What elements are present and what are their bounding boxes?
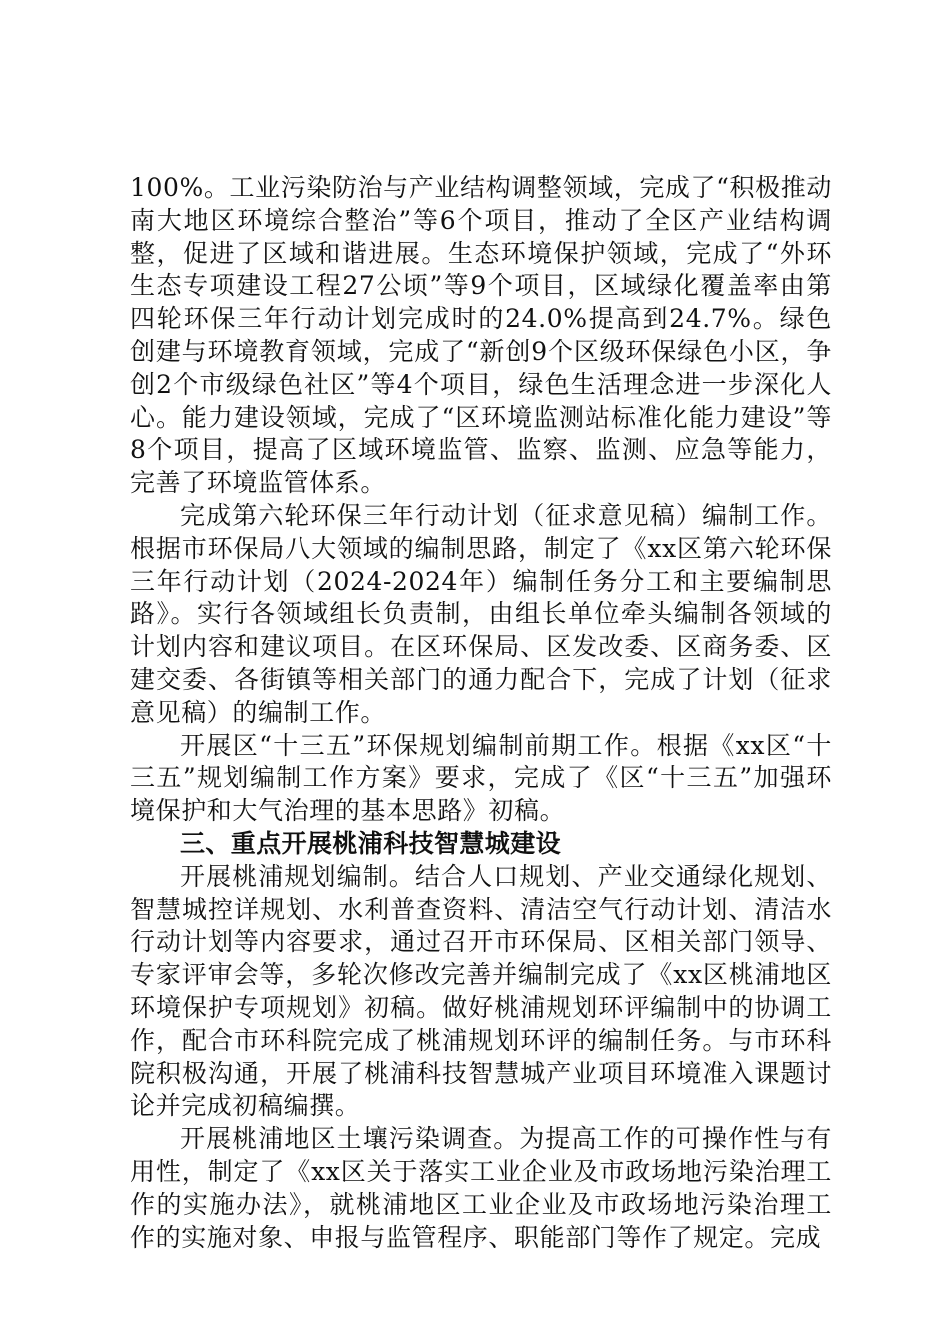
paragraph-thirteenth-five-year: 开展区“十三五”环保规划编制前期工作。根据《xx区“十三五”规划编制工作方案》要求，完成了《区“十三五”加强环境保护和大气治理的基本思路》初稿。 <box>130 730 832 826</box>
paragraph-sixth-plan: 完成第六轮环保三年行动计划（征求意见稿）编制工作。根据市环保局八大领域的编制思路，制定了《xx区第六轮环保三年行动计划（2024-2024年）编制任务分工和主要编制思路》。实行各领域组长负责制，由组长单位牵头编制各领域的计划内容和建议项目。在区环保局、区发改委、区商务委、区建交委、各街镇等相关部门的通力配合下，完成了计划（征求意见稿）的编制工作。 <box>130 500 832 727</box>
paragraph-taopu-planning: 开展桃浦规划编制。结合人口规划、产业交通绿化规划、智慧城控详规划、水利普查资料、清洁空气行动计划、清洁水行动计划等内容要求，通过召开市环保局、区相关部门领导、专家评审会等，多轮次修改完善并编制完成了《xx区桃浦地区环境保护专项规划》初稿。做好桃浦规划环评编制中的协调工作，配合市环科院完成了桃浦规划环评的编制任务。与市环科院积极沟通，开展了桃浦科技智慧城产业项目环境准入课题讨论并完成初稿编撰。 <box>130 861 832 1121</box>
paragraph-continuation: 100%。工业污染防治与产业结构调整领域，完成了“积极推动南大地区环境综合整治”等6个项目，推动了全区产业结构调整，促进了区域和谐进展。生态环境保护领域，完成了“外环生态专项建设工程27公顷”等9个项目，区域绿化覆盖率由第四轮环保三年行动计划完成时的24.0%提高到24.7%。绿色创建与环境教育领域，完成了“新创9个区级环保绿色小区，争创2个市级绿色社区”等4个项目，绿色生活理念进一步深化人心。能力建设领域，完成了“区环境监测站标准化能力建设”等8个项目，提高了区域环境监管、监察、监测、应急等能力，完善了环境监管体系。 <box>130 173 832 498</box>
paragraph-taopu-soil-survey: 开展桃浦地区土壤污染调查。为提高工作的可操作性与有用性，制定了《xx区关于落实工业企业及市政场地污染治理工作的实施办法》，就桃浦地区工业企业及市政场地污染治理工作的实施对象、申报与监管程序、职能部门等作了规定。完成 <box>130 1124 832 1252</box>
document-body <box>130 172 832 1254</box>
section-heading: 三、重点开展桃浦科技智慧城建设 <box>180 828 562 858</box>
